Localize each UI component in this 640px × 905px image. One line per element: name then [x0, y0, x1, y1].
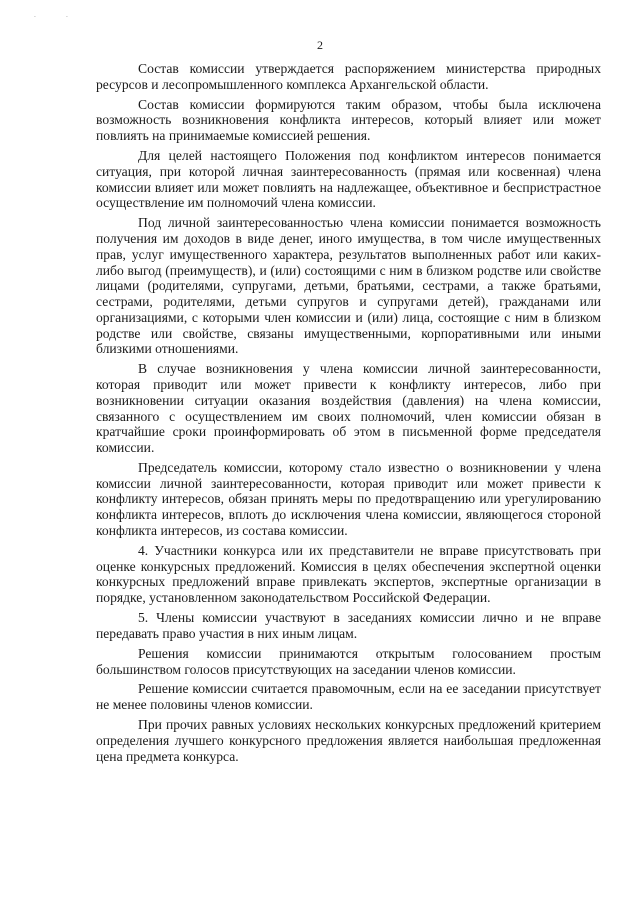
paragraph-item-5: 5. Члены комиссии участвуют в заседаниях комиссии лично и не вправе передавать право участия в них иным лицам. [96, 610, 601, 641]
document-body [96, 61, 601, 764]
scan-mark: · [66, 14, 68, 21]
scan-mark: · [34, 14, 36, 21]
paragraph-notification-duty: В случае возникновения у члена комиссии личной заинтересованности, которая приводит или может привести к конфликту интересов, либо при возникновении ситуации оказания воздействия (давления) на члена комиссии, связанного с осуществлением им своих полномочий, член комиссии обязан в кратчайшие сроки проинформировать об этом в письменной форме председателя комиссии. [96, 361, 601, 455]
paragraph-commission-formation: Состав комиссии формируются таким образом, чтобы была исключена возможность возникновения конфликта интересов, который влияет или может повлиять на принимаемые комиссией решения. [96, 96, 601, 144]
page-number: 2 [317, 38, 323, 52]
paragraph-item-4: 4. Участники конкурса или их представители не вправе присутствовать при оценке конкурсных предложений. Комиссия в целях обеспечения экспертной оценки конкурсных предложений вправе привлекать экспертов, экспертные организации в порядке, установленном законодательством Российской Федерации. [96, 542, 601, 606]
paragraph-chairman-measures: Председатель комиссии, которому стало известно о возникновении у члена комиссии личной заинтересованности, которая приводит или может привести к конфликту интересов, обязан принять меры по предотвращению или урегулированию конфликта интересов, вплоть до исключения члена комиссии, являющегося стороной конфликта интересов, из состава комиссии. [96, 459, 601, 538]
paragraph-quorum: Решение комиссии считается правомочным, если на ее заседании присутствует не менее половины членов комиссии. [96, 681, 601, 713]
paragraph-conflict-definition: Для целей настоящего Положения под конфликтом интересов понимается ситуация, при которой личная заинтересованность (прямая или косвенная) члена комиссии влияет или может повлиять на надлежащее, объективное и беспристрастное осуществление им полномочий члена комиссии. [96, 148, 601, 211]
paragraph-best-offer-criterion: При прочих равных условиях нескольких конкурсных предложений критерием определения лучшего конкурсного предложения является наибольшая предложенная цена предмета конкурса. [96, 717, 601, 764]
paragraph-commission-approval: Состав комиссии утверждается распоряжением министерства природных ресурсов и лесопромышленного комплекса Архангельской области. [96, 61, 601, 92]
paragraph-personal-interest: Под личной заинтересованностью члена комиссии понимается возможность получения им доходов в виде денег, иного имущества, в том числе имущественных прав, услуг имущественного характера, результатов выполненных работ или каких-либо выгод (преимуществ), и (или) состоящими с ним в близком родстве или свойстве лицами (родителями, супругами, детьми, братьями, сестрами, а также братьями, сестрами, родителями, детьми супругов и супругами детей), гражданами или организациями, с которыми член комиссии и (или) лица, состоящие с ним в близком родстве или свойстве, связаны имущественными, корпоративными или иными близкими отношениями. [96, 215, 601, 357]
paragraph-voting: Решения комиссии принимаются открытым голосованием простым большинством голосов присутствующих на заседании членов комиссии. [96, 645, 601, 677]
